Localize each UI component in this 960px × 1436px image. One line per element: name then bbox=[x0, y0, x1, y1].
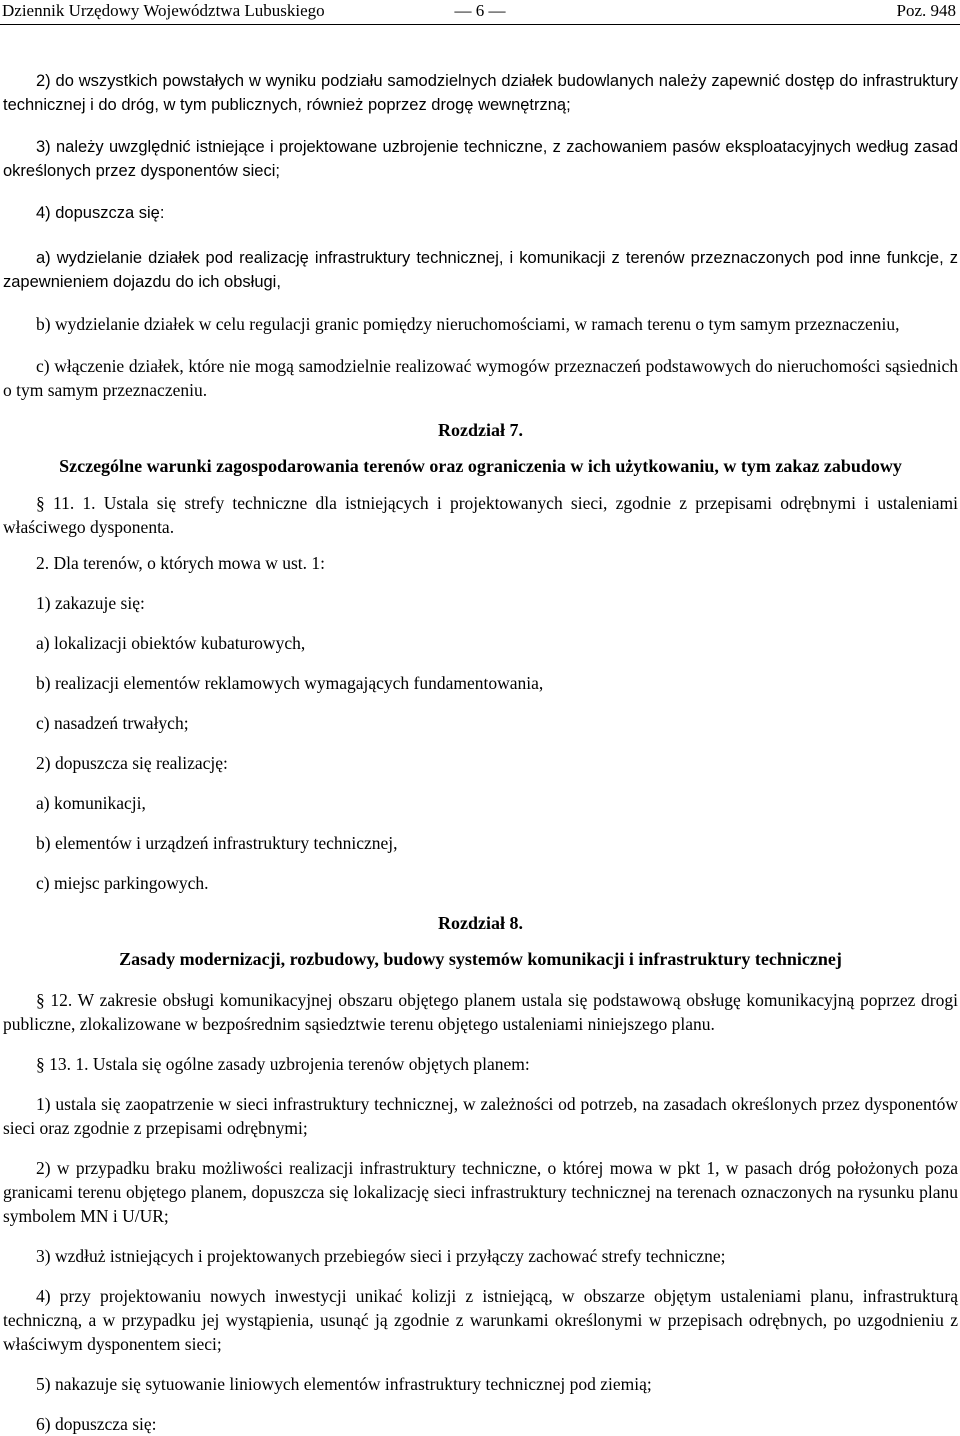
section-11-item-1c: c) nasadzeń trwałych; bbox=[36, 713, 189, 733]
section-11-item-1: 1) zakazuje się: bbox=[36, 593, 145, 613]
section-11-item-2c: c) miejsc parkingowych. bbox=[36, 873, 209, 893]
paragraph-item-3: 3) należy uwzględnić istniejące i projektowane uzbrojenie techniczne, z zachowaniem pasów eksploatacyjnych według zasad określonych przez dysponentów sieci; bbox=[3, 138, 958, 180]
page-header bbox=[0, 0, 960, 25]
section-11-item-2b: b) elementów i urządzeń infrastruktury technicznej, bbox=[36, 833, 398, 853]
section-11-para-2: 2. Dla terenów, o których mowa w ust. 1: bbox=[36, 553, 326, 573]
section-11-item-2: 2) dopuszcza się realizację: bbox=[36, 753, 228, 773]
page-number: — 6 — bbox=[454, 1, 506, 20]
chapter-8-title: Zasady modernizacji, rozbudowy, budowy systemów komunikacji i infrastruktury technicznej bbox=[119, 949, 842, 969]
section-11-item-1b: b) realizacji elementów reklamowych wymagających fundamentowania, bbox=[36, 673, 544, 693]
section-12-para: § 12. W zakresie obsługi komunikacyjnej obszaru objętego planem ustala się podstawową obsługę komunikacyjną poprzez drogi publiczne, zlokalizowane w bezpośrednim sąsiedztwie terenu objętego ustaleniami niniejszego planu. bbox=[3, 990, 958, 1034]
journal-title: Dziennik Urzędowy Województwa Lubuskiego bbox=[2, 1, 325, 20]
document-body bbox=[3, 69, 958, 1436]
section-11-item-1a: a) lokalizacji obiektów kubaturowych, bbox=[36, 633, 306, 653]
section-13-item-6: 6) dopuszcza się: bbox=[36, 1414, 157, 1434]
section-13-item-2: 2) w przypadku braku możliwości realizacji infrastruktury techniczne, o której mowa w pkt 1, w pasach dróg położonych poza granicami terenu objętego planem, dopuszcza się lokalizację sieci infrastruktury technicznej na terenach oznaczonych na rysunku planu symbolem MN i U/UR; bbox=[3, 1158, 958, 1226]
section-13-item-5: 5) nakazuje się sytuowanie liniowych elementów infrastruktury technicznej pod ziemią; bbox=[36, 1374, 652, 1394]
section-11-item-2a: a) komunikacji, bbox=[36, 793, 146, 813]
section-11-para-1: § 11. 1. Ustala się strefy techniczne dla istniejących i projektowanych sieci, zgodnie z przepisami odrębnymi i ustaleniami właściwego dysponenta. bbox=[3, 493, 958, 537]
chapter-8-heading: Rozdział 8. bbox=[438, 913, 523, 933]
section-13-item-4: 4) przy projektowaniu nowych inwestycji unikać kolizji z istniejącą, w obszarze objętym ustaleniami planu, infrastrukturą techniczną, a w przypadku jej wystąpienia, usunąć ją zgodnie z warunkami określonymi w przepisach odrębnych, po uzgodnieniu z właściwym dysponentem sieci; bbox=[3, 1286, 958, 1354]
paragraph-item-4c: c) włączenie działek, które nie mogą samodzielnie realizować wymogów przeznaczeń podstawowych do nieruchomości sąsiednich o tym samym przeznaczeniu. bbox=[3, 356, 958, 400]
section-13-item-3: 3) wzdłuż istniejących i projektowanych przebiegów sieci i przyłączy zachować strefy techniczne; bbox=[36, 1246, 726, 1266]
paragraph-item-4a: a) wydzielanie działek pod realizację infrastruktury technicznej, i komunikacji z terenów przeznaczonych pod inne funkcje, z zapewnieniem dojazdu do ich obsługi, bbox=[3, 249, 958, 291]
chapter-7-title: Szczególne warunki zagospodarowania terenów oraz ograniczenia w ich użytkowaniu, w tym zakaz zabudowy bbox=[59, 456, 902, 476]
section-13-item-1: 1) ustala się zaopatrzenie w sieci infrastruktury technicznej, w zależności od potrzeb, na zasadach określonych przez dysponentów sieci oraz zgodnie z przepisami odrębnymi; bbox=[3, 1094, 958, 1138]
position-number: Poz. 948 bbox=[896, 1, 956, 20]
paragraph-item-2: 2) do wszystkich powstałych w wyniku podziału samodzielnych działek budowlanych należy zapewnić dostęp do infrastruktury technicznej i do dróg, w tym publicznych, również poprzez drogę wewnętrzną; bbox=[3, 72, 958, 114]
paragraph-item-4: 4) dopuszcza się: bbox=[36, 204, 165, 222]
paragraph-item-4b: b) wydzielanie działek w celu regulacji granic pomiędzy nieruchomościami, w ramach terenu o tym samym przeznaczeniu, bbox=[36, 314, 900, 334]
section-13-para-1: § 13. 1. Ustala się ogólne zasady uzbrojenia terenów objętych planem: bbox=[36, 1054, 530, 1074]
chapter-7-heading: Rozdział 7. bbox=[438, 420, 523, 440]
